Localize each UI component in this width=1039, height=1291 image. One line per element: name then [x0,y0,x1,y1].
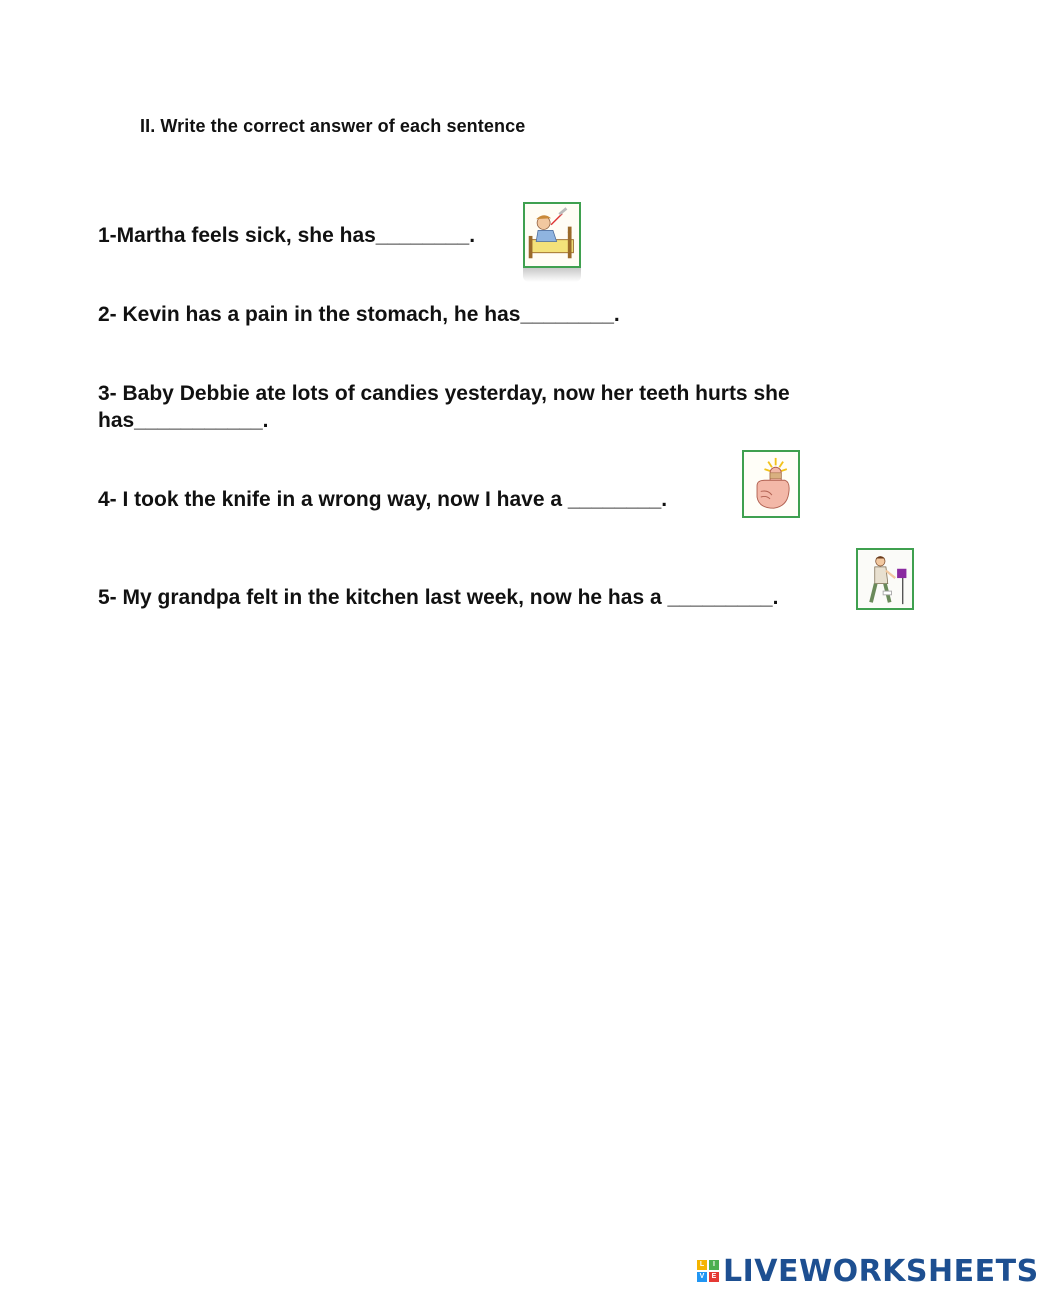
logo-block: E [709,1272,719,1282]
question-5: 5- My grandpa felt in the kitchen last week, now he has a _________. [98,586,779,609]
logo-block: L [697,1260,707,1270]
liveworksheets-logo [697,1254,1039,1288]
question-3: 3- Baby Debbie ate lots of candies yesterday, now her teeth hurts she has___________. [98,382,790,432]
logo-text: LIVEWORKSHEETS [723,1253,1039,1289]
logo-block: I [709,1260,719,1270]
instruction-heading: II. Write the correct answer of each sentence [140,116,526,136]
injured-man-icon [856,548,914,610]
question-4: 4- I took the knife in a wrong way, now I have a ________. [98,488,668,511]
image-shadow [523,268,581,282]
question-1: 1-Martha feels sick, she has________. [98,224,476,247]
cut-finger-icon [742,450,800,518]
question-2: 2- Kevin has a pain in the stomach, he has________. [98,303,620,326]
sick-in-bed-icon [523,202,581,268]
logo-block: V [697,1272,707,1282]
logo-blocks-icon [697,1260,719,1282]
